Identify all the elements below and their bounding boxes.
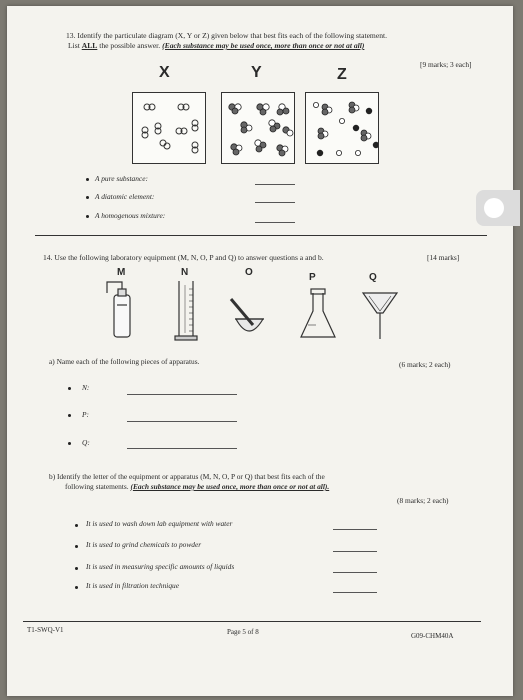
answer-line[interactable] bbox=[127, 448, 237, 449]
diagram-label-y: Y bbox=[251, 64, 262, 81]
q14a-item-q: Q: bbox=[82, 438, 90, 447]
particle-diagram-z bbox=[305, 92, 379, 164]
q13-instruction: List ALL the possible answer. (Each substance may be used once, more than once or not at all) bbox=[68, 41, 365, 50]
q13-item-pure-substance: A pure substance: bbox=[95, 174, 148, 183]
q14b-instruction: following statements. (Each substance may be used once, more than once or not at all). bbox=[65, 482, 330, 491]
wash-bottle-icon bbox=[107, 282, 130, 337]
answer-line[interactable] bbox=[333, 551, 377, 552]
bullet-icon bbox=[68, 414, 71, 417]
q14-question: 14. Use the following laboratory equipment (M, N, O, P and Q) to answer questions a and b. bbox=[43, 253, 324, 262]
q14b-prompt: b) Identify the letter of the equipment or apparatus (M, N, O, P or Q) that best fits each of the bbox=[49, 472, 325, 481]
bullet-icon bbox=[75, 567, 78, 570]
q14b-item-filtration: It is used in filtration technique bbox=[86, 581, 179, 590]
compound-particles bbox=[222, 93, 294, 163]
answer-line[interactable] bbox=[127, 394, 237, 395]
bullet-icon bbox=[68, 442, 71, 445]
q14a-marks: (6 marks; 2 each) bbox=[399, 360, 451, 369]
answer-line[interactable] bbox=[127, 421, 237, 422]
q14a-prompt: a) Name each of the following pieces of apparatus. bbox=[49, 357, 200, 366]
answer-line[interactable] bbox=[333, 592, 377, 593]
equipment-label-n: N bbox=[181, 267, 189, 278]
bullet-icon bbox=[86, 178, 89, 181]
bullet-icon bbox=[68, 387, 71, 390]
mixture-particles bbox=[306, 93, 378, 163]
particle-diagram-y bbox=[221, 92, 295, 164]
q13-marks: [9 marks; 3 each] bbox=[420, 60, 472, 69]
equipment-label-q: Q bbox=[369, 272, 377, 283]
q14b-item-measure: It is used in measuring specific amounts of liquids bbox=[86, 562, 235, 571]
q13-item-diatomic-element: A diatomic element: bbox=[95, 192, 155, 201]
lab-equipment-illustrations bbox=[103, 279, 403, 343]
equipment-label-p: P bbox=[309, 272, 316, 283]
q14a-item-p: P: bbox=[82, 410, 89, 419]
answer-line[interactable] bbox=[255, 222, 295, 223]
q14-marks: [14 marks] bbox=[427, 253, 460, 262]
erlenmeyer-flask-icon bbox=[301, 289, 335, 337]
graduated-cylinder-icon bbox=[175, 281, 197, 340]
answer-line[interactable] bbox=[255, 202, 295, 203]
q14a-item-n: N: bbox=[82, 383, 90, 392]
funnel-icon bbox=[363, 293, 397, 339]
bullet-icon bbox=[86, 196, 89, 199]
diatomic-particles bbox=[133, 93, 205, 163]
page-number: Page 5 of 8 bbox=[227, 628, 259, 636]
bullet-icon bbox=[75, 586, 78, 589]
q14b-marks: (8 marks; 2 each) bbox=[397, 496, 449, 505]
equipment-label-o: O bbox=[245, 267, 253, 278]
q13-item-homogenous-mixture: A homogenous mixture: bbox=[95, 211, 166, 220]
worksheet-page bbox=[7, 6, 513, 696]
footer-code: T1-SWQ-V1 bbox=[27, 626, 64, 634]
bullet-icon bbox=[75, 524, 78, 527]
floating-tab-button[interactable] bbox=[476, 190, 520, 226]
section-divider bbox=[35, 235, 487, 236]
bullet-icon bbox=[86, 215, 89, 218]
diagram-label-x: X bbox=[159, 64, 170, 81]
q13-question: 13. Identify the particulate diagram (X, Y or Z) given below that best fits each of the following statement. bbox=[66, 31, 388, 40]
answer-line[interactable] bbox=[333, 572, 377, 573]
course-code: G09-CHM40A bbox=[411, 632, 454, 640]
answer-line[interactable] bbox=[255, 184, 295, 185]
diagram-label-z: Z bbox=[337, 66, 347, 83]
q14b-item-wash: It is used to wash down lab equipment with water bbox=[86, 519, 233, 528]
equipment-label-m: M bbox=[117, 267, 126, 278]
bullet-icon bbox=[75, 545, 78, 548]
particle-diagram-x bbox=[132, 92, 206, 164]
mortar-pestle-icon bbox=[231, 299, 264, 331]
q14b-item-grind: It is used to grind chemicals to powder bbox=[86, 540, 202, 549]
footer-divider bbox=[23, 621, 481, 622]
answer-line[interactable] bbox=[333, 529, 377, 530]
